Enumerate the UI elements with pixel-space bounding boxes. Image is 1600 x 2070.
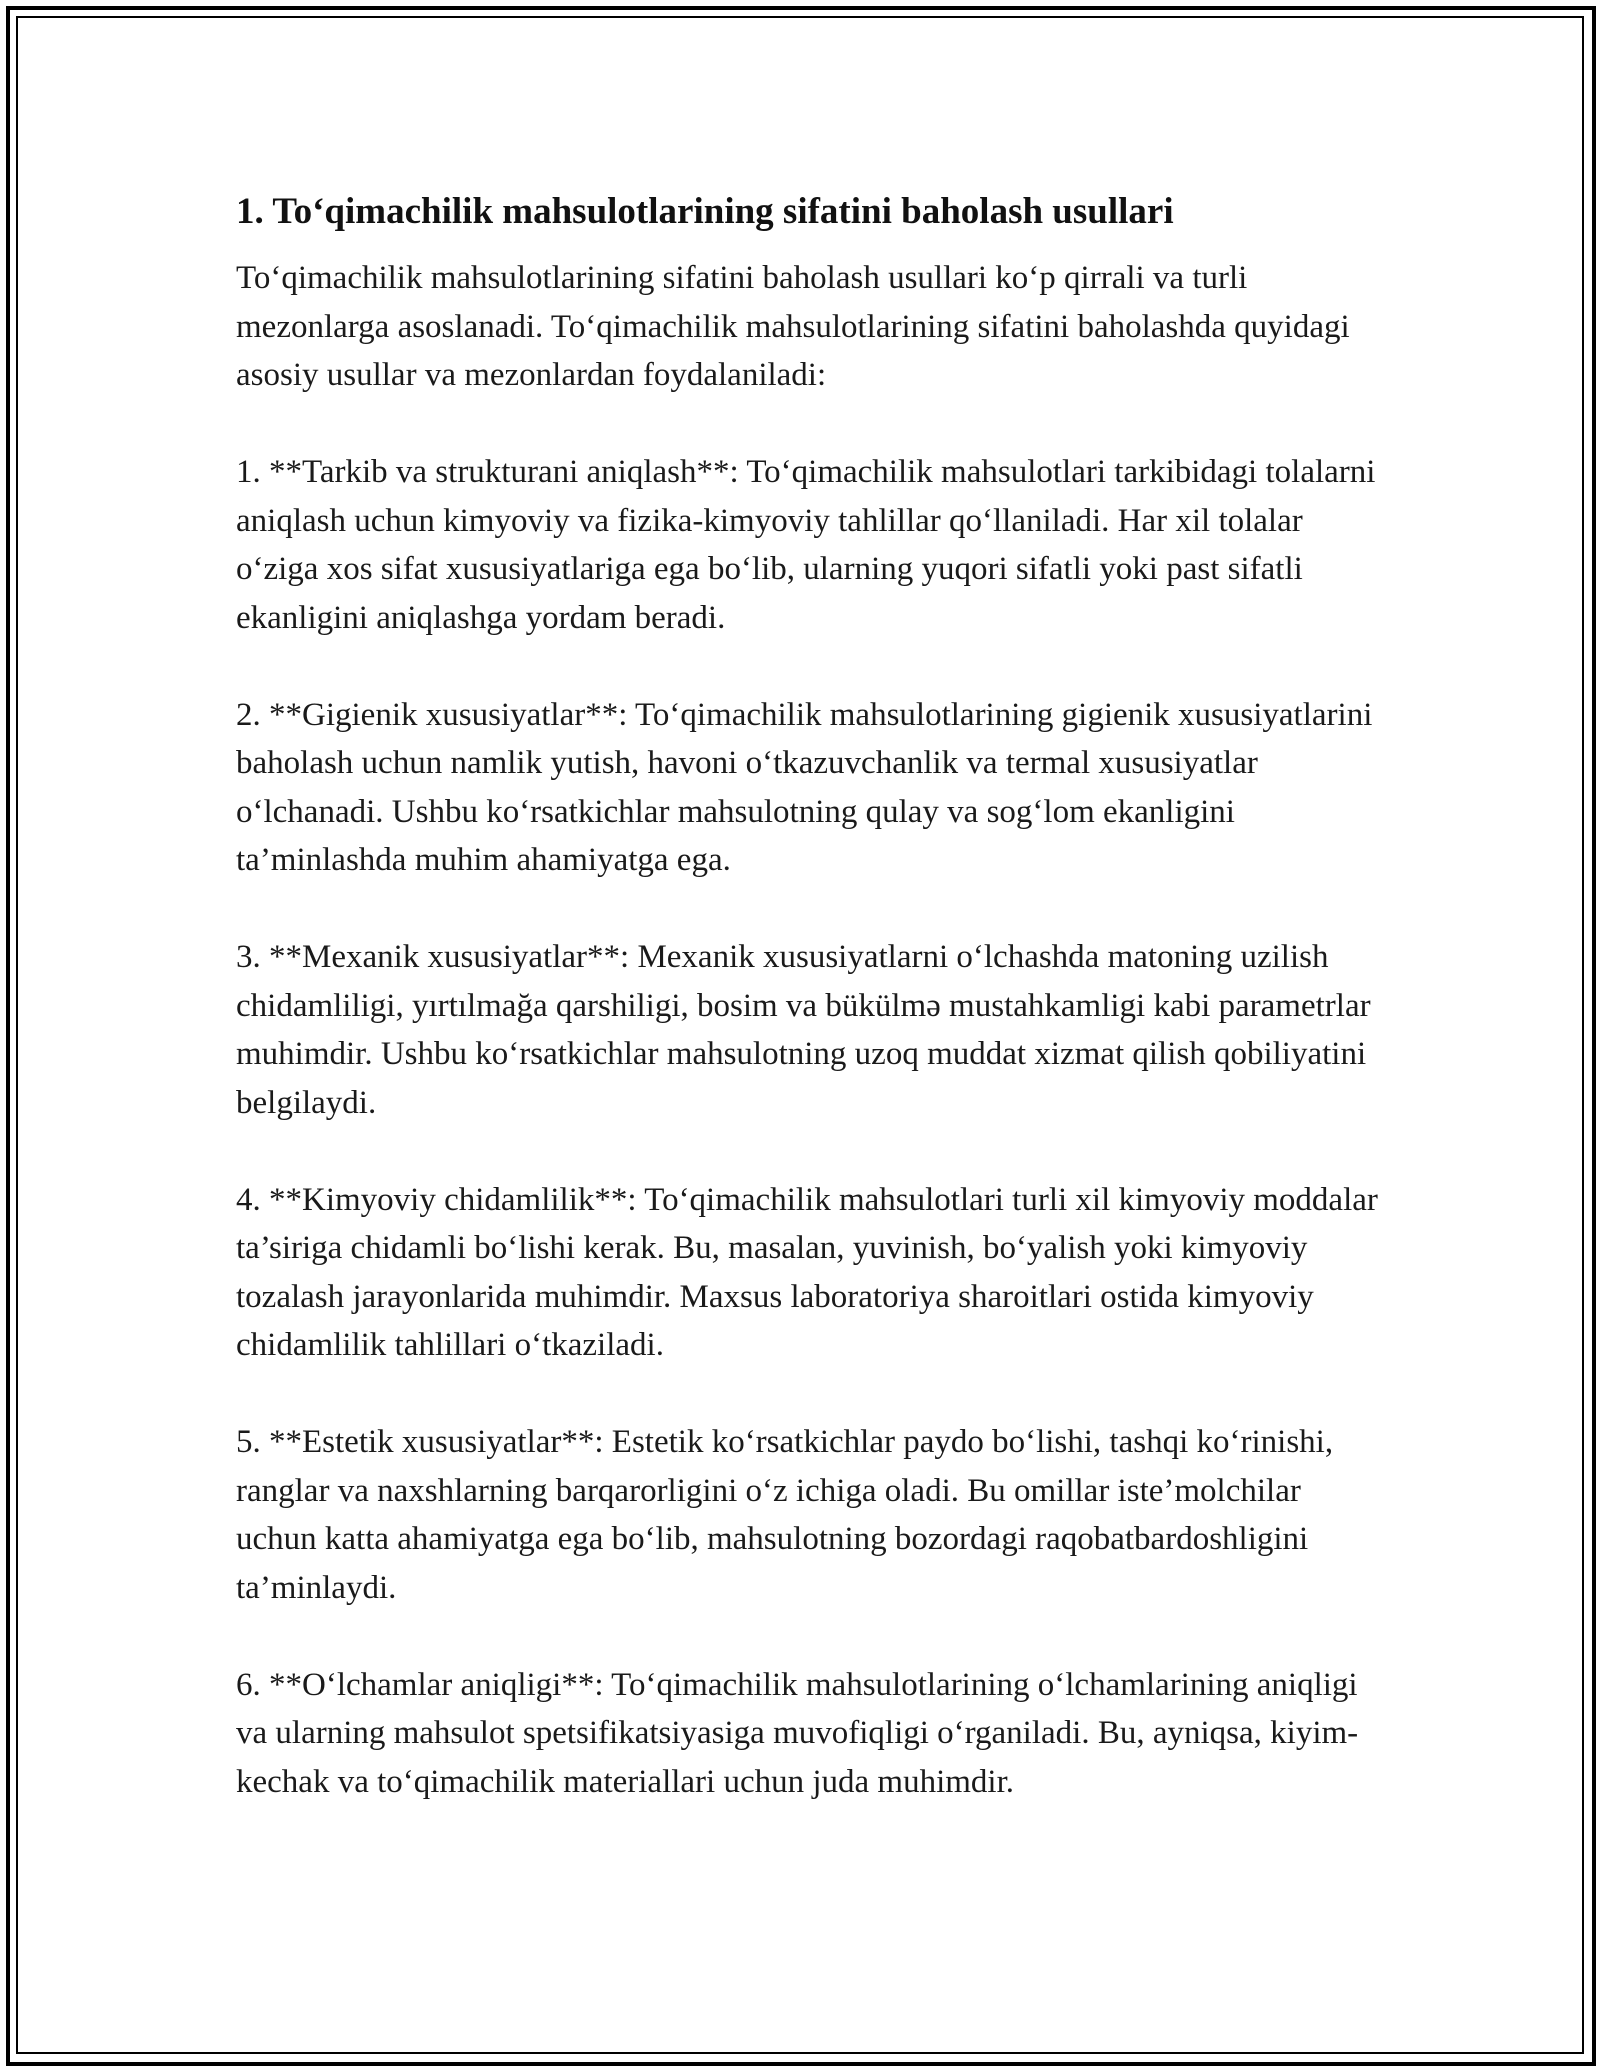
list-item-dimensions: 6. **O‘lchamlar aniqligi**: To‘qimachilik mahsulotlarining o‘lchamlarining aniqligi va ularning mahsulot spetsifikatsiyasiga muvofiqligi o‘rganiladi. Bu, ayniqsa, kiyim-kechak va to‘qimachilik materiallari uchun juda muhimdir. [236, 1666, 1359, 1800]
list-item-aesthetic: 5. **Estetik xususiyatlar**: Estetik ko‘rsatkichlar paydo bo‘lishi, tashqi ko‘rinishi, ranglar va naxshlarning barqarorligini o‘z ichiga oladi. Bu omillar iste’molchilar uchun katta ahamiyatga ega bo‘lib, mahsulotning bozordagi raqobatbardoshligini ta’minlaydi. [236, 1424, 1334, 1606]
list-item-mechanical: 3. **Mexanik xususiyatlar**: Mexanik xususiyatlarni o‘lchashda matoning uzilish chidamliligi, yırtılmağa qarshiligi, bosim va bükülmə mustahkamligi kabi parametrlar muhimdir. Ushbu ko‘rsatkichlar mahsulotning uzoq muddat xizmat qilish qobiliyatini belgilaydi. [236, 939, 1371, 1121]
list-item-chemical: 4. **Kimyoviy chidamlilik**: To‘qimachilik mahsulotlari turli xil kimyoviy moddalar ta’siriga chidamli bo‘lishi kerak. Bu, masalan, yuvinish, bo‘yalish yoki kimyoviy tozalash jarayonlarida muhimdir. Maxsus laboratoriya sharoitlari ostida kimyoviy chidamlilik tahlillari o‘tkaziladi. [236, 1181, 1378, 1363]
list-item-hygienic: 2. **Gigienik xususiyatlar**: To‘qimachilik mahsulotlarining gigienik xususiyatlarini baholash uchun namlik yutish, havoni o‘tkazuvchanlik va termal xususiyatlar o‘lchanadi. Ushbu ko‘rsatkichlar mahsulotning qulay va sog‘lom ekanligini ta’minlashda muhim ahamiyatga ega. [236, 696, 1373, 878]
document-body [236, 188, 1386, 1806]
section-heading: 1. To‘qimachilik mahsulotlarining sifatini baholash usullari [236, 191, 1174, 232]
list-item-composition: 1. **Tarkib va strukturani aniqlash**: To‘qimachilik mahsulotlari tarkibidagi tolalarni aniqlash uchun kimyoviy va fizika-kimyoviy tahlillar qo‘llaniladi. Har xil tolalar o‘ziga xos sifat xususiyatlariga ega bo‘lib, ularning yuqori sifatli yoki past sifatli ekanligini aniqlashga yordam beradi. [236, 454, 1376, 636]
intro-paragraph: To‘qimachilik mahsulotlarining sifatini baholash usullari ko‘p qirrali va turli mezonlarga asoslanadi. To‘qimachilik mahsulotlarining sifatini baholashda quyidagi asosiy usullar va mezonlardan foydalaniladi: [236, 260, 1350, 393]
